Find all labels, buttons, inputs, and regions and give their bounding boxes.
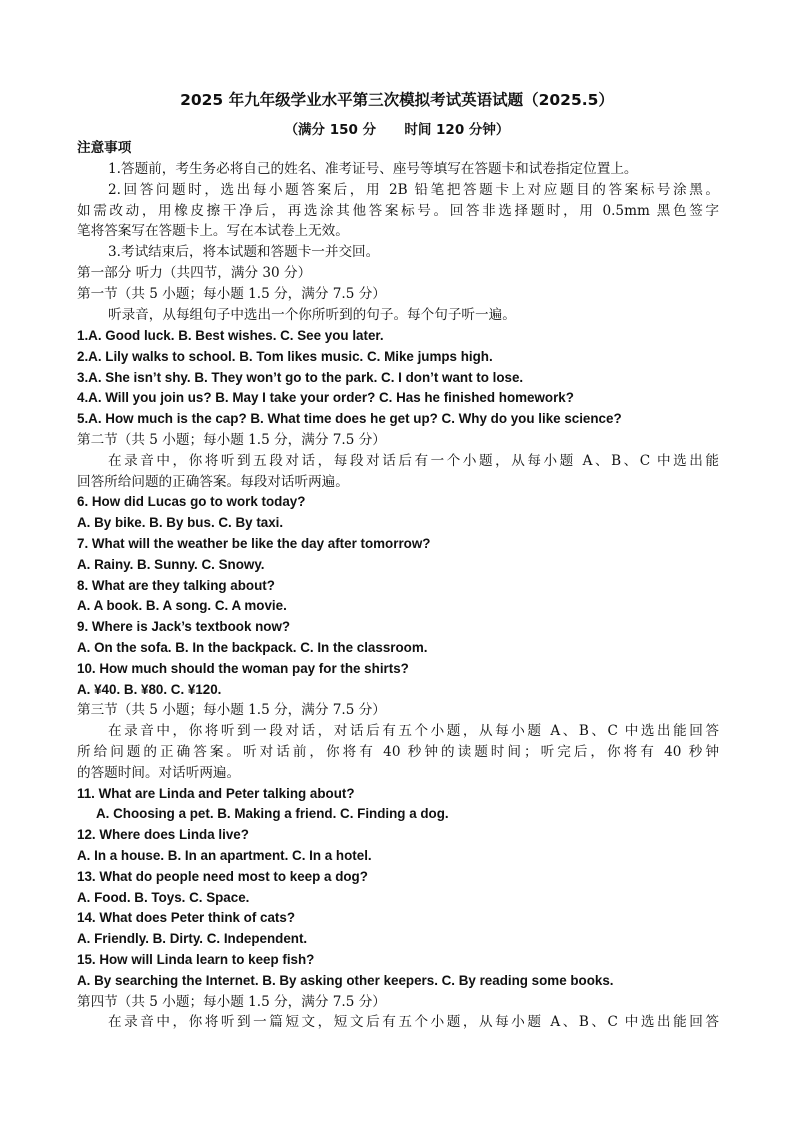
- section-2-instruction-line-2: 回答所给问题的正确答案。每段对话听两遍。: [77, 474, 349, 490]
- section-3-instruction-line-2: 所给问题的正确答案。听对话前，你将有 40 秒钟的读题时间；听完后，你将有 40 秒钟: [77, 744, 719, 760]
- question-8-options: A. A book. B. A song. C. A movie.: [77, 598, 287, 613]
- question-15-options: A. By searching the Internet. B. By asking other keepers. C. By reading some books.: [77, 973, 614, 988]
- question-15: 15. How will Linda learn to keep fish?: [77, 952, 315, 967]
- question-11-options: A. Choosing a pet. B. Making a friend. C. Finding a dog.: [96, 806, 449, 821]
- question-6-options: A. By bike. B. By bus. C. By taxi.: [77, 515, 284, 530]
- question-14-options: A. Friendly. B. Dirty. C. Independent.: [77, 931, 308, 946]
- question-8: 8. What are they talking about?: [77, 578, 275, 593]
- question-13-options: A. Food. B. Toys. C. Space.: [77, 890, 250, 905]
- section-1-instruction: 听录音，从每组句子中选出一个你所听到的句子。每个句子听一遍。: [108, 307, 516, 323]
- section-4-heading: 第四节（共 5 小题；每小题 1.5 分，满分 7.5 分）: [77, 994, 386, 1010]
- question-3: 3.A. She isn’t shy. B. They won’t go to the park. C. I don’t want to lose.: [77, 370, 524, 385]
- question-9-options: A. On the sofa. B. In the backpack. C. In the classroom.: [77, 640, 428, 655]
- notice-item-2-line-2: 如需改动，用橡皮擦干净后，再选涂其他答案标号。回答非选择题时，用 0.5mm 黑色签字: [77, 203, 719, 219]
- section-1-heading: 第一节（共 5 小题；每小题 1.5 分，满分 7.5 分）: [77, 286, 386, 302]
- notice-item-3: 3.考试结束后，将本试题和答题卡一并交回。: [108, 244, 380, 260]
- page-title: 2025 年九年级学业水平第三次模拟考试英语试题（2025.5）: [180, 91, 614, 109]
- question-10: 10. How much should the woman pay for the shirts?: [77, 661, 409, 676]
- question-9: 9. Where is Jack’s textbook now?: [77, 619, 291, 634]
- notice-item-2-line-3: 笔将答案写在答题卡上。写在本试卷上无效。: [77, 223, 349, 239]
- notice-heading: 注意事项: [77, 140, 132, 156]
- question-1: 1.A. Good luck. B. Best wishes. C. See you later.: [77, 328, 384, 343]
- section-3-heading: 第三节（共 5 小题；每小题 1.5 分，满分 7.5 分）: [77, 702, 386, 718]
- question-12: 12. Where does Linda live?: [77, 827, 249, 842]
- section-4-instruction-line-1: 在录音中，你将听到一篇短文，短文后有五个小题，从每小题 A、B、C 中选出能回答: [108, 1014, 719, 1030]
- question-7-options: A. Rainy. B. Sunny. C. Snowy.: [77, 557, 265, 572]
- question-4: 4.A. Will you join us? B. May I take your order? C. Has he finished homework?: [77, 390, 574, 405]
- notice-item-2-line-1: 2.回答问题时，选出每小题答案后，用 2B 铅笔把答题卡上对应题目的答案标号涂黑。: [108, 182, 719, 198]
- question-7: 7. What will the weather be like the day after tomorrow?: [77, 536, 431, 551]
- section-2-instruction-line-1: 在录音中，你将听到五段对话，每段对话后有一个小题，从每小题 A、B、C 中选出能: [108, 453, 719, 469]
- section-2-heading: 第二节（共 5 小题；每小题 1.5 分，满分 7.5 分）: [77, 432, 386, 448]
- question-13: 13. What do people need most to keep a dog?: [77, 869, 368, 884]
- part-1-heading: 第一部分 听力（共四节，满分 30 分）: [77, 265, 312, 281]
- page-subtitle: （满分 150 分 时间 120 分钟）: [284, 122, 510, 138]
- question-12-options: A. In a house. B. In an apartment. C. In a hotel.: [77, 848, 372, 863]
- question-6: 6. How did Lucas go to work today?: [77, 494, 306, 509]
- question-10-options: A. ¥40. B. ¥80. C. ¥120.: [77, 682, 222, 697]
- section-3-instruction-line-1: 在录音中，你将听到一段对话，对话后有五个小题，从每小题 A、B、C 中选出能回答: [108, 723, 719, 739]
- section-3-instruction-line-3: 的答题时间。对话听两遍。: [77, 765, 241, 781]
- question-11: 11. What are Linda and Peter talking about?: [77, 786, 355, 801]
- notice-item-1: 1.答题前，考生务必将自己的姓名、准考证号、座号等填写在答题卡和试卷指定位置上。: [108, 161, 638, 177]
- question-14: 14. What does Peter think of cats?: [77, 910, 296, 925]
- question-2: 2.A. Lily walks to school. B. Tom likes music. C. Mike jumps high.: [77, 349, 493, 364]
- question-5: 5.A. How much is the cap? B. What time does he get up? C. Why do you like science?: [77, 411, 622, 426]
